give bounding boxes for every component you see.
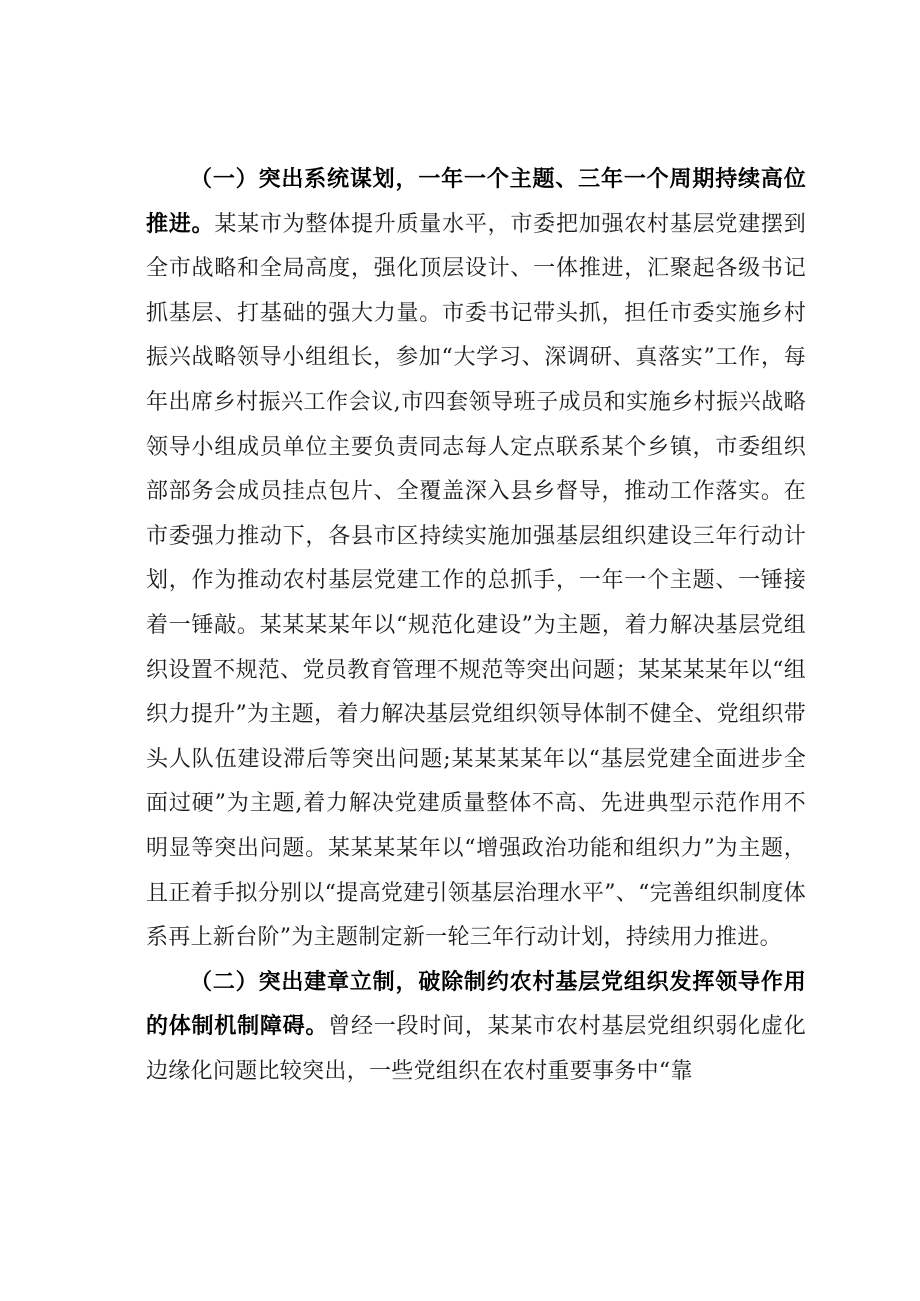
paragraph-2-heading: （二）突出建章立制，破除制约农村基层党组织发挥领导作用的体制机制障碍。 bbox=[146, 969, 806, 1040]
paragraph-1 bbox=[146, 158, 806, 961]
paragraph-2 bbox=[146, 961, 806, 1095]
paragraph-1-body: 某某市为整体提升质量水平，市委把加强农村基层党建摆到全市战略和全局高度，强化顶层设计、一体推进，汇聚起各级书记抓基层、打基础的强大力量。市委书记带头抓，担任市委实施乡村振兴战略领导小组组长，参加“大学习、深调研、真落实”工作，每年出席乡村振兴工作会议,市四套领导班子成员和实施乡村振兴战略领导小组成员单位主要负责同志每人定点联系某个乡镇，市委组织部部务会成员挂点包片、全覆盖深入县乡督导，推动工作落实。在市委强力推动下，各县市区持续实施加强基层组织建设三年行动计划，作为推动农村基层党建工作的总抓手，一年一个主题、一锤接着一锤敲。某某某某年以“规范化建设”为主题，着力解决基层党组织设置不规范、党员教育管理不规范等突出问题；某某某某年以“组织力提升”为主题，着力解决基层党组织领导体制不健全、党组织带头人队伍建设滞后等突出问题;某某某某年以“基层党建全面进步全面过硬”为主题,着力解决党建质量整体不高、先进典型示范作用不明显等突出问题。某某某某年以“增强政治功能和组织力”为主题，且正着手拟分别以“提高党建引领基层治理水平”、“完善组织制度体系再上新台阶”为主题制定新一轮三年行动计划，持续用力推进。 bbox=[146, 211, 806, 951]
paragraph-1-heading: （一）突出系统谋划，一年一个主题、三年一个周期持续高位推进。 bbox=[146, 167, 806, 237]
paragraph-2-body: 曾经一段时间，某某市农村基层党组织弱化虚化边缘化问题比较突出，一些党组织在农村重要事务中“靠 bbox=[146, 1014, 806, 1084]
document-body bbox=[146, 158, 806, 1094]
